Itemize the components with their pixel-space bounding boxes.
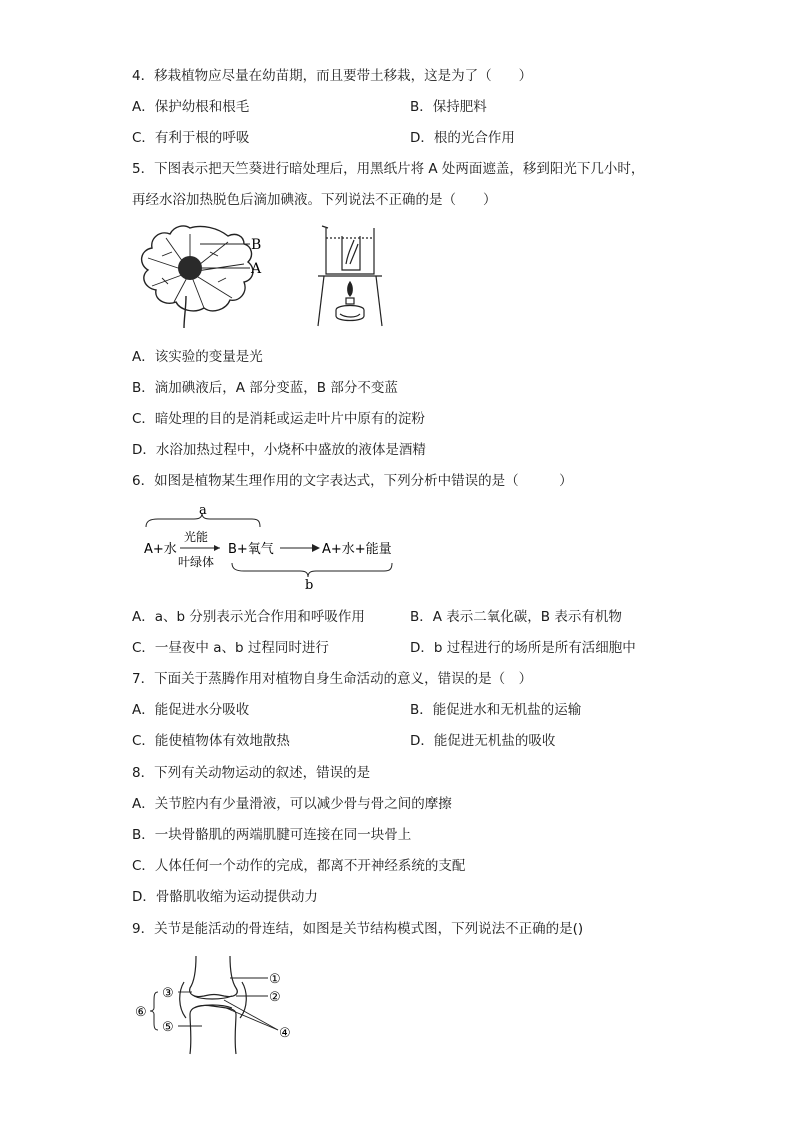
q4-option-d: D．根的光合作用 bbox=[410, 130, 515, 146]
q8-option-c: C．人体任何一个动作的完成，都离不开神经系统的支配 bbox=[132, 858, 466, 874]
q8-option-b: B．一块骨骼肌的两端肌腱可连接在同一块骨上 bbox=[132, 827, 412, 843]
brace-label-a: a bbox=[199, 503, 207, 518]
joint-label-5: ⑤ bbox=[162, 1020, 174, 1035]
eq-top-condition: 光能 bbox=[184, 530, 209, 544]
q5-option-b: B．滴加碘液后，A 部分变蓝，B 部分不变蓝 bbox=[132, 380, 398, 396]
eq-left: A+水 bbox=[144, 542, 177, 557]
eq-bottom-condition: 叶绿体 bbox=[178, 555, 215, 569]
q8-option-d: D．骨骼肌收缩为运动提供动力 bbox=[132, 889, 318, 905]
q7-option-c: C．能使植物体有效地散热 bbox=[132, 733, 290, 749]
label-b: B bbox=[251, 237, 262, 253]
q9-joint-figure bbox=[132, 952, 302, 1060]
q7-option-d: D．能促进无机盐的吸收 bbox=[410, 733, 556, 749]
joint-label-1: ① bbox=[269, 972, 281, 987]
joint-label-6: ⑥ bbox=[135, 1005, 147, 1020]
q5-option-c: C．暗处理的目的是消耗或运走叶片中原有的淀粉 bbox=[132, 411, 425, 427]
eq-right: A+水+能量 bbox=[322, 542, 392, 557]
q5-option-a: A．该实验的变量是光 bbox=[132, 349, 263, 365]
q5-option-d: D．水浴加热过程中，小烧杯中盛放的液体是酒精 bbox=[132, 442, 426, 458]
q6-option-c: C．一昼夜中 a、b 过程同时进行 bbox=[132, 640, 329, 656]
joint-label-4: ④ bbox=[279, 1026, 291, 1041]
q4-option-b: B．保持肥料 bbox=[410, 99, 487, 115]
q6-stem: 6．如图是植物某生理作用的文字表达式，下列分析中错误的是（ ） bbox=[132, 473, 573, 489]
q6-equation-figure bbox=[140, 503, 400, 593]
q6-option-b: B．A 表示二氧化碳，B 表示有机物 bbox=[410, 609, 622, 625]
brace-label-b: b bbox=[305, 578, 314, 593]
water-bath-apparatus bbox=[318, 226, 382, 326]
q8-option-a: A．关节腔内有少量滑液，可以减少骨与骨之间的摩擦 bbox=[132, 796, 452, 812]
q4-option-c: C．有利于根的呼吸 bbox=[132, 130, 250, 146]
q6-option-d: D．b 过程进行的场所是所有活细胞中 bbox=[410, 640, 636, 656]
q4-option-a: A．保护幼根和根毛 bbox=[132, 99, 250, 115]
q7-option-a: A．能促进水分吸收 bbox=[132, 702, 250, 718]
label-a: A bbox=[251, 261, 262, 277]
q7-option-b: B．能促进水和无机盐的运输 bbox=[410, 702, 582, 718]
q7-stem: 7．下面关于蒸腾作用对植物自身生命活动的意义，错误的是（ ） bbox=[132, 671, 533, 687]
q9-stem: 9．关节是能活动的骨连结，如图是关节结构模式图，下列说法不正确的是() bbox=[132, 921, 584, 937]
q5-stem-line2: 再经水浴加热脱色后滴加碘液。下列说法不正确的是（ ） bbox=[132, 192, 497, 208]
q5-leaf-figure bbox=[132, 222, 412, 334]
q8-stem: 8．下列有关动物运动的叙述，错误的是 bbox=[132, 765, 371, 781]
joint-label-3: ③ bbox=[162, 986, 174, 1001]
joint-label-2: ② bbox=[269, 990, 281, 1005]
q4-stem: 4．移栽植物应尽量在幼苗期，而且要带土移栽，这是为了（ ） bbox=[132, 68, 533, 84]
eq-middle: B+氧气 bbox=[228, 542, 274, 557]
q6-option-a: A．a、b 分别表示光合作用和呼吸作用 bbox=[132, 609, 365, 625]
q5-stem-line1: 5．下图表示把天竺葵进行暗处理后，用黑纸片将 A 处两面遮盖，移到阳光下几小时， bbox=[132, 161, 645, 177]
